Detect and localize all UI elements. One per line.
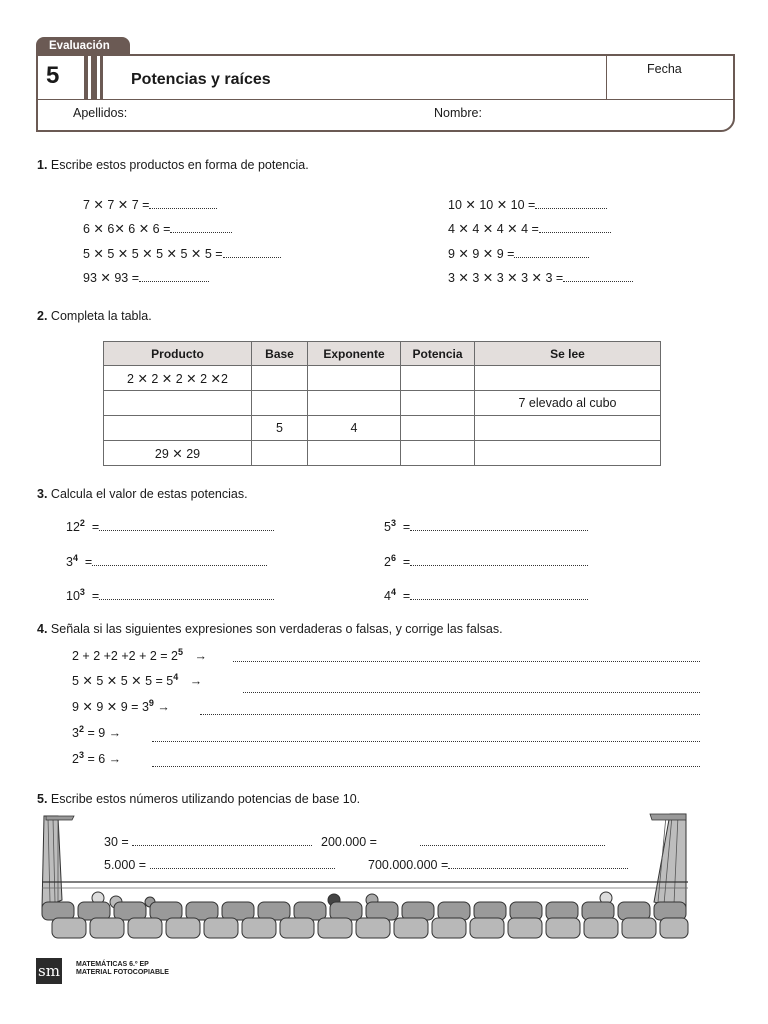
- question-2-number: 2.: [37, 309, 48, 323]
- power-exponent: 4: [173, 672, 179, 682]
- q3-item-5: $4^4$ =: [384, 587, 588, 603]
- q5-item-3: [368, 858, 628, 872]
- header-box: [36, 54, 735, 132]
- q1-expression: 5 ✕ 5 ✕ 5 ✕ 5 ✕ 5 ✕ 5 =: [83, 247, 223, 261]
- question-2-text: Completa la tabla.: [50, 309, 152, 323]
- table-row: [104, 416, 661, 441]
- q3-item-1: $5^3$ =: [384, 518, 588, 534]
- power-exponent: 2: [78, 724, 84, 734]
- q3-item-4: $10^3$ =: [66, 587, 274, 603]
- answer-blank[interactable]: [410, 529, 588, 531]
- power-exponent: 4: [72, 553, 78, 563]
- unit-number: 5: [46, 62, 60, 89]
- powers-table: [103, 341, 661, 466]
- table-cell[interactable]: [401, 391, 475, 416]
- q4-expression: 3: [72, 726, 79, 741]
- q5-item-2: [104, 858, 335, 872]
- table-cell[interactable]: [401, 441, 475, 466]
- table-header: Producto: [104, 342, 252, 366]
- table-cell[interactable]: [308, 366, 401, 391]
- power-exponent: 3: [390, 518, 396, 528]
- footer-line-1: MATEMÁTICAS 6.º EP: [76, 961, 149, 968]
- arrow-icon: →: [189, 674, 203, 689]
- footer-line-2: MATERIAL FOTOCOPIABLE: [76, 969, 169, 976]
- q1-right-2: [448, 246, 589, 261]
- answer-line[interactable]: [200, 713, 700, 715]
- table-cell[interactable]: [401, 366, 475, 391]
- nombre-label: Nombre:: [434, 106, 482, 120]
- q1-left-3: [83, 270, 209, 285]
- q3-item-0: $12^2$ =: [66, 518, 274, 534]
- table-cell[interactable]: 7 elevado al cubo: [475, 391, 661, 416]
- power-exponent: 9: [148, 698, 154, 708]
- theater-illustration: [38, 810, 692, 940]
- answer-blank[interactable]: [448, 867, 628, 869]
- answer-blank[interactable]: [170, 231, 232, 233]
- q1-right-0: [448, 197, 607, 212]
- table-cell[interactable]: [252, 366, 308, 391]
- question-1: [37, 158, 309, 172]
- power-base: 5: [384, 520, 391, 535]
- q5-number: 200.000 =: [321, 835, 377, 849]
- header-divider: [36, 99, 735, 100]
- question-1-text: Escribe estos productos en forma de potencia.: [50, 158, 309, 172]
- arrow-icon: →: [157, 700, 170, 715]
- q5-item-1: [321, 835, 605, 849]
- decorative-bars: [84, 56, 104, 99]
- question-3-number: 3.: [37, 487, 48, 501]
- q1-expression: 9 ✕ 9 ✕ 9 =: [448, 247, 515, 261]
- answer-blank[interactable]: [92, 564, 267, 566]
- power-base: 4: [384, 589, 391, 604]
- q1-expression: 10 ✕ 10 ✕ 10 =: [448, 198, 536, 212]
- answer-blank[interactable]: [563, 280, 633, 282]
- fecha-label: Fecha: [647, 62, 682, 76]
- q4-item-1: [72, 672, 202, 688]
- power-exponent: 3: [79, 587, 85, 597]
- power-exponent: 6: [390, 553, 396, 563]
- q4-expression-rest: = 9: [83, 726, 106, 741]
- question-4-text: Señala si las siguientes expresiones son verdaderas o falsas, y corrige las falsas.: [50, 622, 503, 636]
- table-cell[interactable]: [104, 416, 252, 441]
- power-exponent: 2: [79, 518, 85, 528]
- question-5: [37, 792, 360, 806]
- arrow-icon: →: [108, 752, 122, 767]
- question-5-text: Escribe estos números utilizando potencias de base 10.: [50, 792, 361, 806]
- answer-blank[interactable]: [223, 256, 281, 258]
- question-3: [37, 487, 248, 501]
- table-header: Potencia: [401, 342, 475, 366]
- answer-line[interactable]: [243, 691, 700, 693]
- q4-item-0: [72, 647, 207, 663]
- table-row: [104, 391, 661, 416]
- answer-blank[interactable]: [99, 529, 274, 531]
- table-row: [104, 366, 661, 391]
- apellidos-label: Apellidos:: [73, 106, 128, 120]
- table-header: Base: [252, 342, 308, 366]
- q1-left-2: [83, 246, 281, 261]
- power-base: 12: [66, 520, 80, 535]
- q4-expression: 2: [72, 752, 79, 767]
- table-cell[interactable]: 29 ✕ 29: [104, 441, 252, 466]
- question-4-number: 4.: [37, 622, 48, 636]
- question-3-text: Calcula el valor de estas potencias.: [50, 487, 248, 501]
- fecha-divider: [606, 54, 607, 99]
- table-header: Se lee: [475, 342, 661, 366]
- table-cell[interactable]: [475, 441, 661, 466]
- question-1-number: 1.: [37, 158, 48, 172]
- q5-number: 30 =: [104, 835, 129, 849]
- publisher-logo: sm: [36, 958, 62, 984]
- answer-blank[interactable]: [420, 844, 605, 846]
- table-cell[interactable]: 4: [308, 416, 401, 441]
- table-cell[interactable]: 2 ✕ 2 ✕ 2 ✕ 2 ✕2: [104, 366, 252, 391]
- answer-blank[interactable]: [149, 207, 217, 209]
- answer-blank[interactable]: [139, 280, 209, 282]
- arrow-icon: →: [108, 726, 122, 741]
- q1-expression: 6 ✕ 6✕ 6 ✕ 6 =: [83, 222, 171, 236]
- power-base: 2: [384, 555, 391, 570]
- q1-right-3: [448, 270, 633, 285]
- q1-expression: 93 ✕ 93 =: [83, 271, 139, 285]
- q4-item-2: [72, 698, 170, 714]
- answer-blank[interactable]: [514, 256, 589, 258]
- table-cell[interactable]: [252, 441, 308, 466]
- table-row: [104, 441, 661, 466]
- table-cell[interactable]: [401, 416, 475, 441]
- answer-blank[interactable]: [410, 564, 588, 566]
- answer-blank[interactable]: [410, 598, 588, 600]
- power-exponent: 3: [78, 750, 84, 760]
- q3-item-3: $2^6$ =: [384, 553, 588, 569]
- question-5-number: 5.: [37, 792, 48, 806]
- q3-item-2: $3^4$ =: [66, 553, 267, 569]
- q4-expression: 2 + 2 +2 +2 + 2 = 2: [72, 649, 178, 664]
- arrow-icon: →: [194, 649, 207, 664]
- table-cell[interactable]: [308, 391, 401, 416]
- q1-expression: 7 ✕ 7 ✕ 7 =: [83, 198, 150, 212]
- table-cell[interactable]: [475, 366, 661, 391]
- power-base: 10: [66, 589, 80, 604]
- answer-blank[interactable]: [132, 844, 312, 846]
- q4-item-3: [72, 724, 121, 740]
- q1-expression: 4 ✕ 4 ✕ 4 ✕ 4 =: [448, 222, 539, 236]
- q1-expression: 3 ✕ 3 ✕ 3 ✕ 3 ✕ 3 =: [448, 271, 564, 285]
- footer-text: [76, 961, 169, 977]
- q5-number: 700.000.000 =: [368, 858, 449, 872]
- q1-left-1: [83, 221, 232, 236]
- q4-item-4: [72, 750, 121, 766]
- table-cell[interactable]: 5: [252, 416, 308, 441]
- question-2: [37, 309, 152, 323]
- table-cell[interactable]: [104, 391, 252, 416]
- answer-blank[interactable]: [99, 598, 274, 600]
- table-cell[interactable]: [252, 391, 308, 416]
- power-exponent: 4: [390, 587, 396, 597]
- answer-line[interactable]: [152, 765, 700, 767]
- table-header-row: [104, 342, 661, 366]
- power-base: 3: [66, 555, 73, 570]
- answer-line[interactable]: [233, 660, 700, 662]
- q1-left-0: [83, 197, 217, 212]
- answer-blank[interactable]: [539, 231, 611, 233]
- table-cell[interactable]: [308, 441, 401, 466]
- question-4: [37, 622, 503, 636]
- answer-blank[interactable]: [535, 207, 607, 209]
- answer-blank[interactable]: [150, 867, 335, 869]
- q1-right-1: [448, 221, 611, 236]
- page-title: Potencias y raíces: [131, 71, 271, 88]
- table-header: Exponente: [308, 342, 401, 366]
- q4-expression: 9 ✕ 9 ✕ 9 = 3: [72, 700, 149, 715]
- q5-number: 5.000 =: [104, 858, 147, 872]
- answer-line[interactable]: [152, 740, 700, 742]
- q4-expression: 5 ✕ 5 ✕ 5 ✕ 5 = 5: [72, 674, 174, 689]
- power-exponent: 5: [178, 647, 184, 657]
- q4-expression-rest: = 6: [83, 752, 106, 767]
- evaluation-tab: Evaluación: [36, 37, 130, 54]
- table-cell[interactable]: [475, 416, 661, 441]
- q5-item-0: [104, 835, 312, 849]
